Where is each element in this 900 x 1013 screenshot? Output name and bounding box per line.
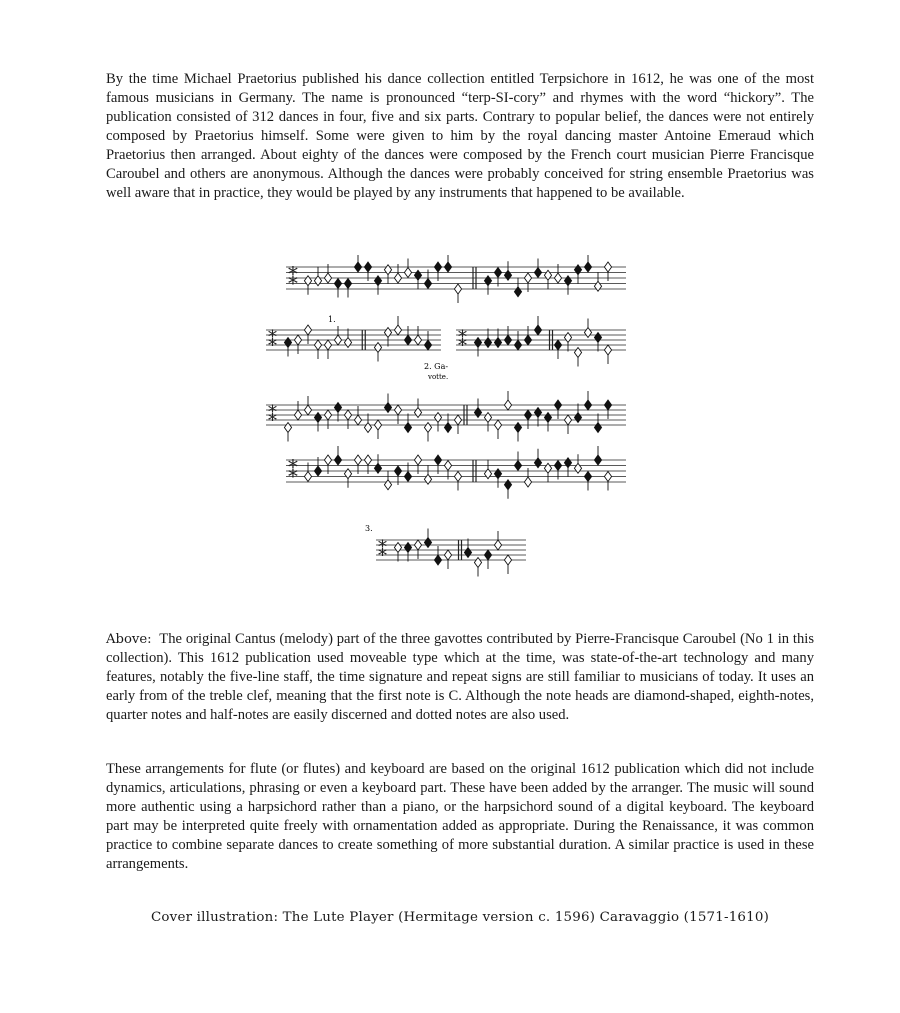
note-head	[434, 555, 441, 565]
note-head	[324, 410, 331, 420]
music-score-image	[266, 255, 646, 605]
note-head	[354, 262, 361, 272]
note-head	[404, 335, 411, 345]
note-head	[344, 338, 351, 348]
note-head	[374, 463, 381, 473]
note-head	[604, 472, 611, 482]
clef-mark: ⁑	[288, 266, 298, 290]
note-head	[524, 410, 531, 420]
note-head	[574, 348, 581, 358]
note-head	[504, 480, 511, 490]
note-head	[454, 284, 461, 294]
note-head	[404, 268, 411, 278]
note-head	[384, 328, 391, 338]
note-head	[394, 466, 401, 476]
note-head	[494, 469, 501, 479]
note-head	[424, 279, 431, 289]
note-head	[544, 463, 551, 473]
note-head	[374, 420, 381, 430]
note-head	[314, 276, 321, 286]
note-head	[494, 268, 501, 278]
cover-credit: Cover illustration: The Lute Player (Hermitage version c. 1596) Caravaggio (1571-1610)	[150, 910, 770, 925]
note-head	[514, 340, 521, 350]
note-head	[284, 423, 291, 433]
clef-mark: ⁑	[268, 330, 277, 351]
note-head	[554, 461, 561, 471]
note-head	[574, 265, 581, 275]
note-head	[414, 270, 421, 280]
note-head	[434, 413, 441, 423]
note-head	[304, 405, 311, 415]
note-head	[584, 472, 591, 482]
gavotte-label-votte: votte.	[428, 373, 449, 381]
cantus-part-facsimile	[266, 255, 646, 605]
note-head	[554, 400, 561, 410]
note-head	[484, 469, 491, 479]
note-head	[534, 408, 541, 418]
note-head	[474, 338, 481, 348]
note-head	[534, 458, 541, 468]
gavotte-number-1: 1.	[328, 315, 336, 324]
gavotte-number-2: 2. Ga-	[424, 362, 449, 371]
note-head	[394, 273, 401, 283]
note-head	[534, 325, 541, 335]
note-head	[444, 550, 451, 560]
note-head	[314, 340, 321, 350]
note-head	[534, 268, 541, 278]
note-head	[554, 273, 561, 283]
note-head	[454, 415, 461, 425]
note-head	[304, 276, 311, 286]
note-head	[344, 469, 351, 479]
note-head	[434, 455, 441, 465]
note-head	[334, 335, 341, 345]
gavotte-number-3: 3.	[365, 524, 373, 533]
note-head	[594, 281, 601, 291]
clef-mark: ⁑	[458, 330, 467, 351]
note-head	[374, 343, 381, 353]
clef-mark: ⁑	[268, 405, 277, 426]
note-head	[594, 455, 601, 465]
arrangement-paragraph: These arrangements for flute (or flutes) and keyboard are based on the original 1612 publication which did not include dynamics, articulations, phrasing or even a keyboard part. These have been added by the arranger. The music will sound more authentic using a harpsichord rather than a piano, or the harpsichord sound of a digital keyboard. The keyboard part may be interpreted quite freely with ornamentation added as appropriate. During the Renaissance, it was common practice to combine separate dances to create something of more substantial duration. A similar practice is used in these arrangements.	[106, 761, 814, 872]
note-head	[564, 415, 571, 425]
note-head	[394, 325, 401, 335]
note-head	[324, 273, 331, 283]
note-head	[324, 340, 331, 350]
note-head	[594, 333, 601, 343]
note-head	[384, 265, 391, 275]
note-head	[324, 455, 331, 465]
clef-mark: ⁑	[288, 459, 298, 483]
note-head	[304, 325, 311, 335]
note-head	[504, 400, 511, 410]
note-head	[494, 420, 501, 430]
clef-mark: ⁑	[378, 540, 387, 561]
note-head	[584, 262, 591, 272]
note-head	[604, 400, 611, 410]
note-head	[424, 474, 431, 484]
note-head	[414, 455, 421, 465]
note-head	[304, 472, 311, 482]
note-head	[314, 413, 321, 423]
note-head	[514, 287, 521, 297]
note-head	[524, 477, 531, 487]
note-head	[334, 279, 341, 289]
note-head	[354, 455, 361, 465]
note-head	[544, 270, 551, 280]
note-head	[504, 555, 511, 565]
note-head	[364, 423, 371, 433]
note-head	[414, 540, 421, 550]
note-head	[404, 543, 411, 553]
note-head	[404, 423, 411, 433]
note-head	[384, 403, 391, 413]
note-head	[364, 262, 371, 272]
note-head	[434, 262, 441, 272]
note-head	[524, 273, 531, 283]
note-head	[604, 262, 611, 272]
note-heads	[284, 255, 611, 577]
caption-lead: Above:	[106, 632, 152, 647]
note-head	[484, 550, 491, 560]
note-head	[504, 335, 511, 345]
note-head	[484, 338, 491, 348]
note-head	[584, 328, 591, 338]
score-caption	[106, 630, 814, 725]
intro-paragraph: By the time Michael Praetorius published his dance collection entitled Terpsichore in 1612, he was one of the most famous musicians in Germany. The name is pronounced “terp-SI-cory” and rhymes with the word “hickory”. The publication consisted of 312 dances in four, five and six parts. Contrary to popular belief, the dances were not entirely composed by Praetorius himself. Some were given to him by the royal dancing master Antoine Emeraud which Praetorius then arranged. About eighty of the dances were composed by the French court musician Pierre Francisque Caroubel and others are anonymous. Although the dances were probably conceived for string ensemble Praetorius was well aware that in practice, they would be played by any instruments that happened to be available.	[106, 71, 814, 201]
note-head	[354, 415, 361, 425]
note-head	[474, 558, 481, 568]
note-head	[314, 466, 321, 476]
note-head	[384, 480, 391, 490]
note-head	[414, 408, 421, 418]
note-head	[284, 338, 291, 348]
note-head	[424, 340, 431, 350]
note-head	[564, 276, 571, 286]
staff-lines	[266, 265, 626, 561]
note-head	[344, 279, 351, 289]
note-head	[494, 338, 501, 348]
note-head	[514, 461, 521, 471]
note-head	[564, 333, 571, 343]
note-head	[604, 345, 611, 355]
note-head	[404, 472, 411, 482]
note-head	[584, 400, 591, 410]
note-head	[394, 405, 401, 415]
note-head	[424, 423, 431, 433]
note-head	[524, 335, 531, 345]
note-head	[564, 458, 571, 468]
note-head	[474, 408, 481, 418]
note-head	[484, 276, 491, 286]
note-head	[494, 540, 501, 550]
note-head	[544, 413, 551, 423]
note-head	[454, 472, 461, 482]
note-head	[504, 270, 511, 280]
note-head	[444, 262, 451, 272]
note-head	[574, 413, 581, 423]
note-head	[334, 455, 341, 465]
note-head	[294, 410, 301, 420]
note-head	[334, 403, 341, 413]
note-head	[424, 538, 431, 548]
note-head	[594, 423, 601, 433]
note-head	[484, 413, 491, 423]
note-head	[294, 335, 301, 345]
note-head	[554, 340, 561, 350]
note-head	[574, 463, 581, 473]
note-head	[394, 543, 401, 553]
note-head	[414, 335, 421, 345]
note-head	[374, 276, 381, 286]
caption-text: The original Cantus (melody) part of the three gavottes contributed by Pierre-Francisque Caroubel (No 1 in this collection). This 1612 publication used moveable type which at the time, was state-of-the-art technology and many features, notably the five-line staff, the time signature and repeat signs are still familiar to musicians of today. It uses an early from of the treble clef, meaning that the first note is C. Although the note heads are diamond-shaped, eighth-notes, quarter notes and half-notes are easily discerned and dotted notes are also used.	[106, 631, 815, 723]
note-head	[364, 455, 371, 465]
note-head	[514, 423, 521, 433]
note-head	[444, 423, 451, 433]
note-head	[464, 548, 471, 558]
note-head	[344, 410, 351, 420]
note-head	[444, 461, 451, 471]
